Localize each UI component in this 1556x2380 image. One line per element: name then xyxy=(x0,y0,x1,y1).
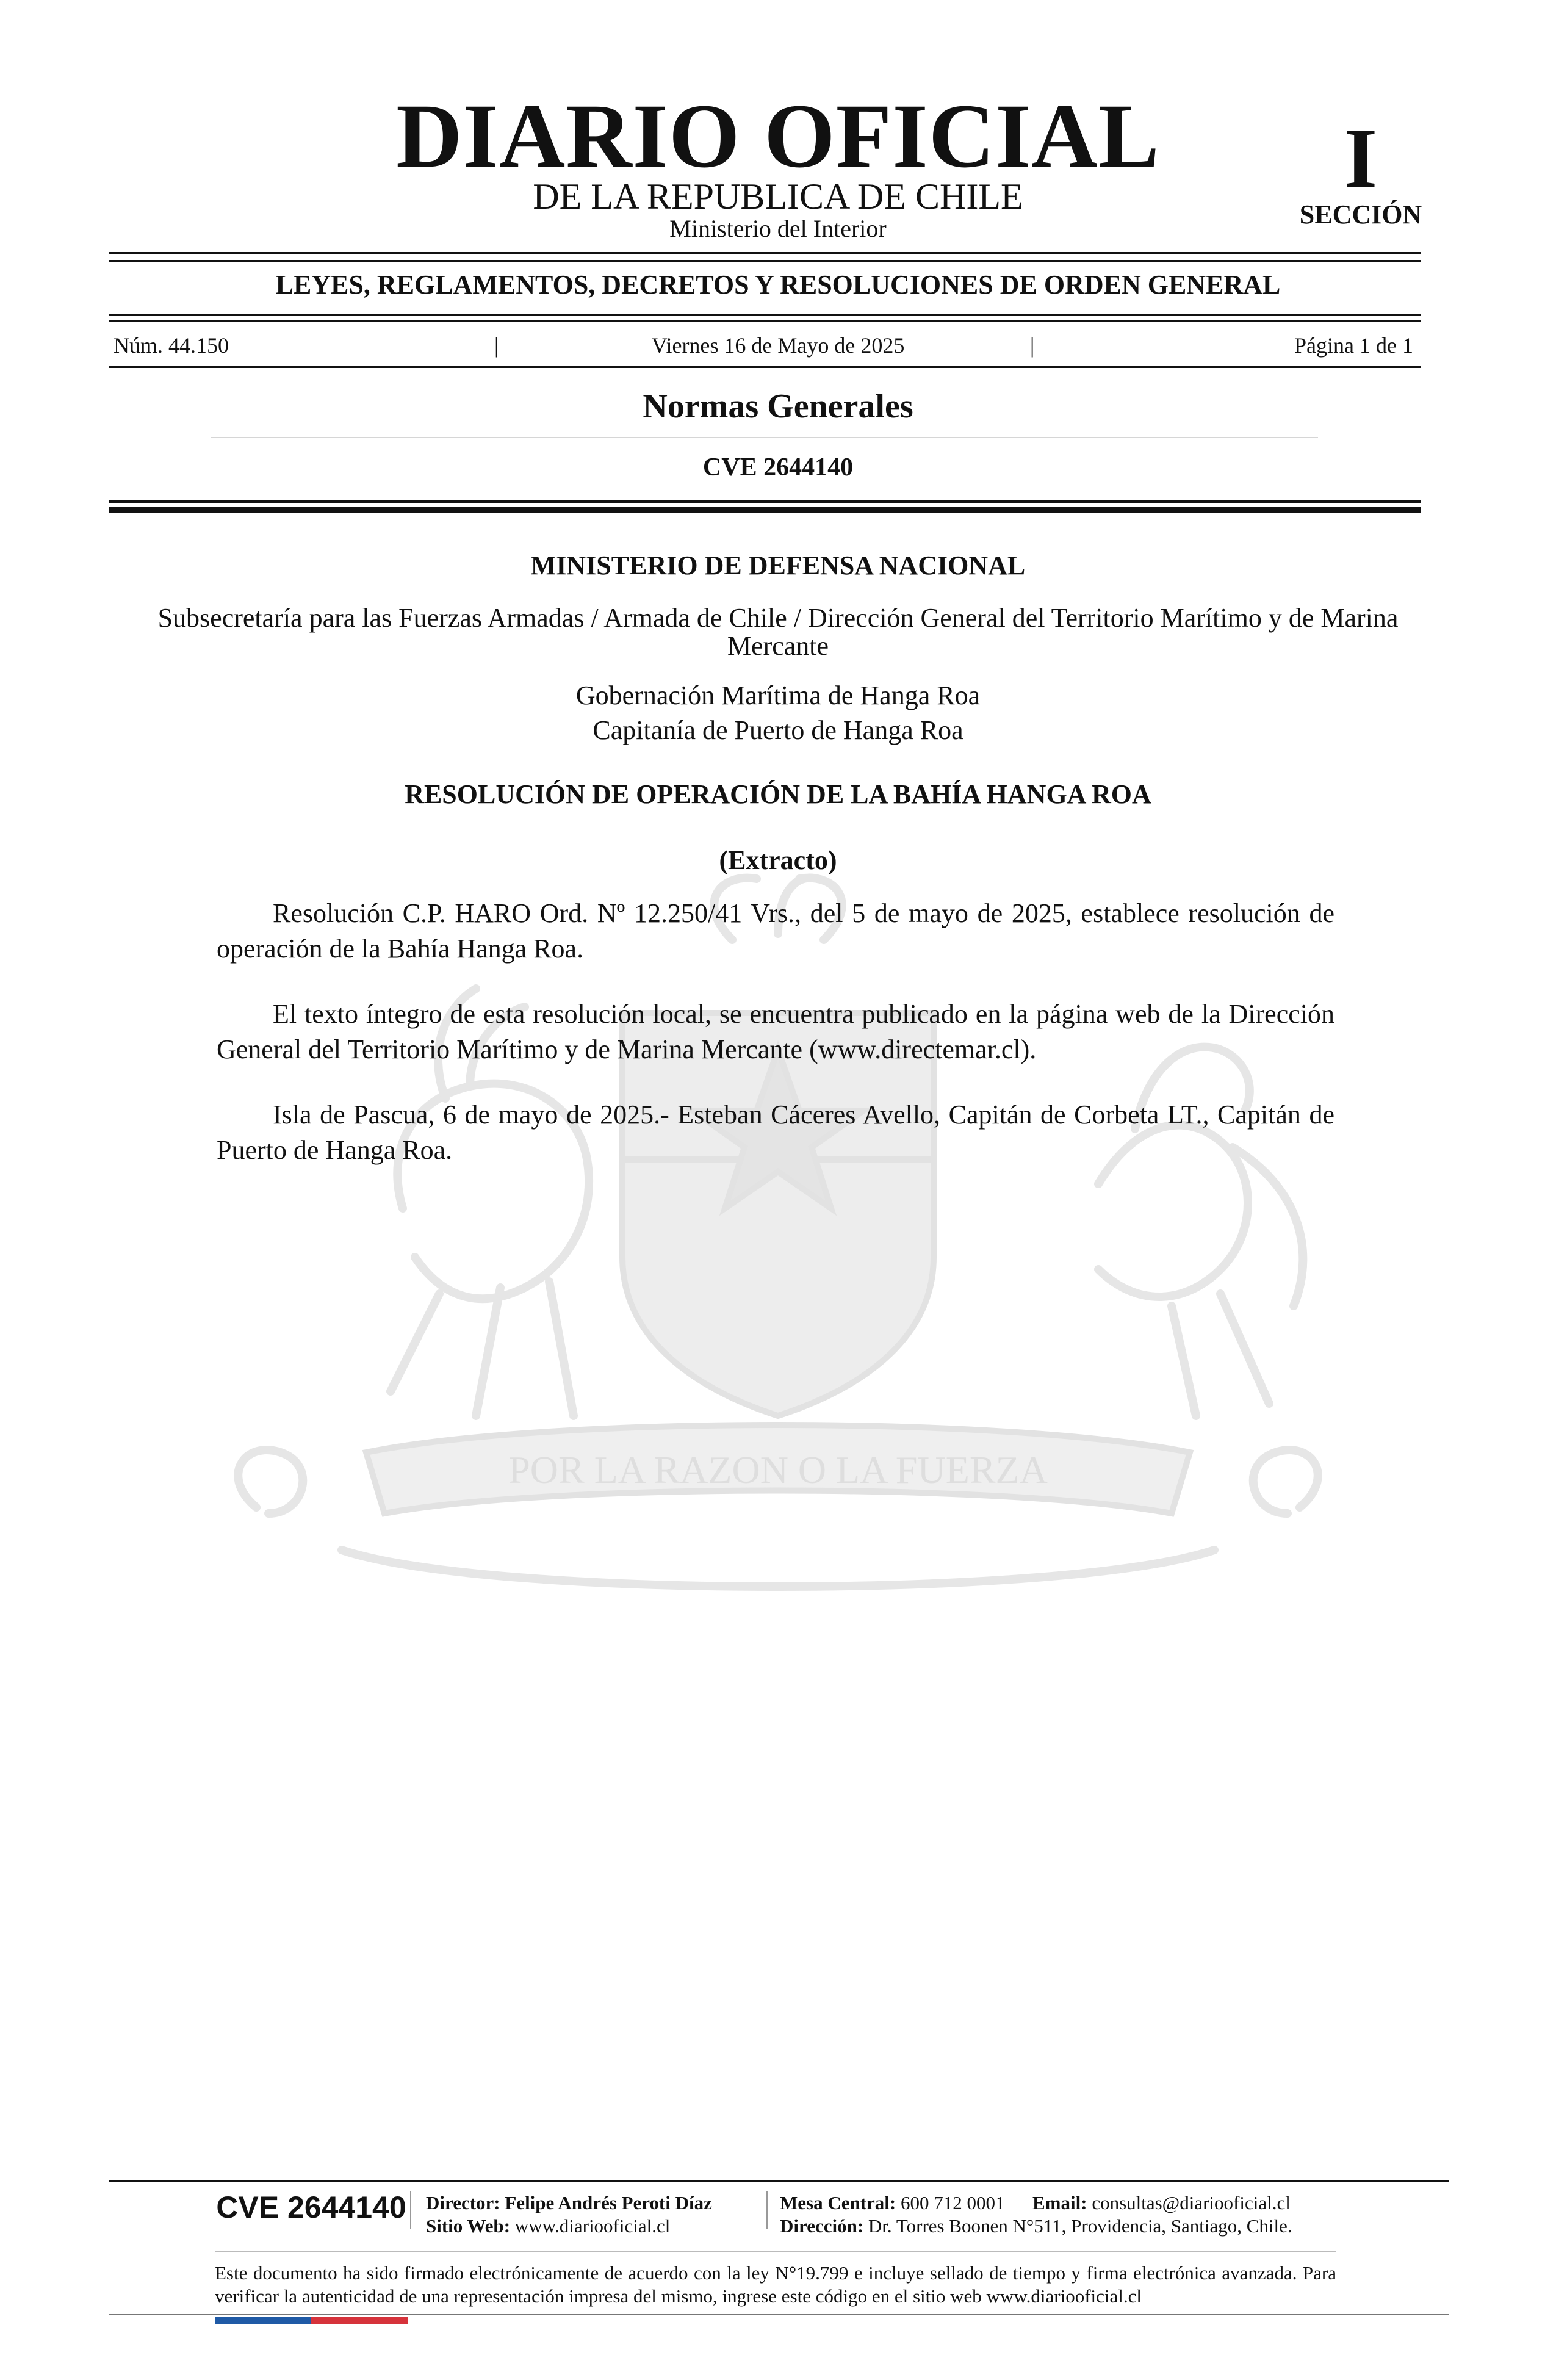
resolution-title: RESOLUCIÓN DE OPERACIÓN DE LA BAHÍA HANGA ROA xyxy=(405,779,1151,809)
rule-thick-2 xyxy=(109,507,1421,513)
rule-meta xyxy=(109,366,1421,368)
rule-mid-1 xyxy=(109,314,1421,316)
extract-note: (Extracto) xyxy=(719,845,837,875)
section-title: Normas Generales xyxy=(643,388,913,425)
footer-email-label: Email: xyxy=(1032,2192,1087,2213)
meta-separator: | xyxy=(494,333,499,358)
footer-website-link[interactable]: www.diariooficial.cl xyxy=(514,2215,671,2237)
footer-website-label: Sitio Web: xyxy=(426,2215,511,2237)
meta-separator: | xyxy=(1030,333,1035,358)
rule-mid-2 xyxy=(109,320,1421,322)
footer-address-label: Dirección: xyxy=(780,2215,864,2237)
rule-top-2 xyxy=(109,260,1421,262)
flag-stripe-blue xyxy=(215,2317,311,2324)
footer-divider xyxy=(410,2191,411,2229)
footer-address-text: Dr. Torres Boonen N°511, Providencia, Santiago, Chile. xyxy=(868,2215,1292,2237)
footer-director xyxy=(426,2193,712,2212)
footer-phone-email xyxy=(780,2193,1291,2212)
office-line-1: Gobernación Marítima de Hanga Roa xyxy=(575,680,981,710)
rule-footer-top xyxy=(109,2180,1449,2182)
newspaper-subtitle: DE LA REPUBLICA DE CHILE xyxy=(533,176,1023,217)
newspaper-title: DIARIO OFICIAL xyxy=(396,85,1160,187)
footer-director-label: Director: xyxy=(426,2192,500,2213)
cve-code: CVE 2644140 xyxy=(702,453,854,481)
issue-number: Núm. 44.150 xyxy=(113,333,229,358)
footer-divider xyxy=(766,2191,768,2229)
issue-date: Viernes 16 de Mayo de 2025 xyxy=(651,333,905,358)
flag-stripe-red xyxy=(311,2317,408,2324)
rule-top-1 xyxy=(109,252,1421,254)
section-number: I xyxy=(1344,111,1378,206)
rule-footer-bottom xyxy=(109,2314,1449,2315)
watermark-motto: POR LA RAZON O LA FUERZA xyxy=(508,1448,1048,1491)
footer-phone: 600 712 0001 xyxy=(901,2192,1005,2213)
footer-cve-code: CVE 2644140 xyxy=(216,2190,406,2224)
newspaper-ministry: Ministerio del Interior xyxy=(669,215,887,242)
organization-heading: MINISTERIO DE DEFENSA NACIONAL xyxy=(530,550,1026,580)
footer-website xyxy=(426,2216,670,2235)
suborganization: Subsecretaría para las Fuerzas Armadas / Armada de Chile / Dirección General del Territorio Marítimo y de Marina Mercante xyxy=(157,603,1399,662)
category-heading: LEYES, REGLAMENTOS, DECRETOS Y RESOLUCIONES DE ORDEN GENERAL xyxy=(275,270,1281,300)
rule-footer-mid xyxy=(215,2251,1336,2252)
footer-phone-label: Mesa Central: xyxy=(780,2192,896,2213)
footer-director-name: Felipe Andrés Peroti Díaz xyxy=(505,2192,712,2213)
coat-of-arms-watermark xyxy=(183,867,1373,1672)
body-paragraph: El texto íntegro de esta resolución local, se encuentra publicado en la página web de la Dirección General del Territorio Marítimo y de Marina Mercante (www.directemar.cl). xyxy=(217,999,1334,1064)
page-indicator: Página 1 de 1 xyxy=(1294,333,1413,358)
section-label: SECCIÓN xyxy=(1299,200,1422,229)
office-line-2: Capitanía de Puerto de Hanga Roa xyxy=(593,715,963,745)
rule-thick-1 xyxy=(109,500,1421,503)
rule-section xyxy=(211,437,1318,438)
footer-email-link[interactable]: consultas@diariooficial.cl xyxy=(1092,2192,1291,2213)
footer-address xyxy=(780,2216,1292,2235)
footer-legal-notice: Este documento ha sido firmado electrónicamente de acuerdo con la ley N°19.799 e incluye sellado de tiempo y firma electrónica avanzada. Para verificar la autenticidad de una representación impresa del mismo, ingrese este código en el sitio web www.diariooficial.cl xyxy=(215,2262,1336,2307)
body-paragraph: Isla de Pascua, 6 de mayo de 2025.- Esteban Cáceres Avello, Capitán de Corbeta LT., Capitán de Puerto de Hanga Roa. xyxy=(217,1100,1334,1165)
body-paragraph: Resolución C.P. HARO Ord. Nº 12.250/41 Vrs., del 5 de mayo de 2025, establece resolución de operación de la Bahía Hanga Roa. xyxy=(217,898,1334,964)
